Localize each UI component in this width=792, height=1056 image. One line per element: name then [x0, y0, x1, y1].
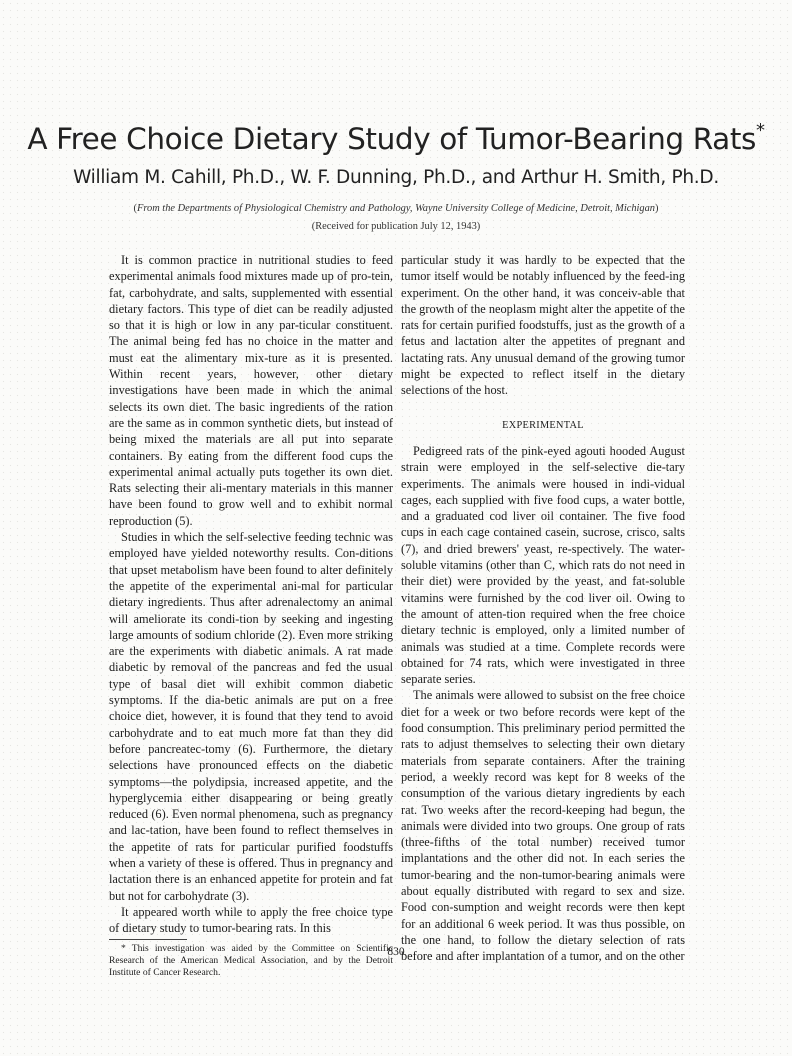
article-affiliation [0, 203, 792, 214]
body-paragraph: The animals were allowed to subsist on the free choice diet for a week or two before records were kept of the food consumption. This preliminary period permitted the rats to adjust themselves to selecting their own dietary materials from separate containers. After the training period, a weekly record was kept for 8 weeks of the consumption of the various dietary ingredients by each rat. Two weeks after the record-keeping had begun, the animals were divided into two groups. One group of rats (three-fifths of the total number) received tumor implantations and the other did not. In each series the tumor-bearing and the non-tumor-bearing animals were about equally distributed with regard to sex and size. Food con-sumption and weight records were then kept for an additional 6 week period. It was thus possible, on the one hand, to follow the dietary selection of rats before and after implantation of a tumor, and on the other [401, 688, 685, 964]
article-title-text: A Free Choice Dietary Study of Tumor-Bearing Rats [27, 122, 756, 156]
body-paragraph: It appeared worth while to apply the free choice type of dietary study to tumor-bearing rats. In this [109, 904, 393, 936]
footnote: * This investigation was aided by the Committee on Scientific Research of the American Medical Association, and by the Detroit Institute of Cancer Research. [109, 943, 393, 979]
body-paragraph: Studies in which the self-selective feeding technic was employed have yielded noteworthy results. Con-ditions that upset metabolism have been found to alter definitely the appetite of the experimental ani-mal for particular dietary ingredients. Thus after adrenalectomy an animal will ameliorate its condi-tion by seeking and ingesting large amounts of sodium chloride (2). Even more striking are the experiments with diabetic animals. A rat made diabetic by removal of the pancreas and fed the usual type of basal diet will exhibit common diabetic symptoms. If the dia-betic animals are put on a free choice diet, however, it is found that they tend to avoid carbohydrate and to eat much more fat than they did before pancreatec-tomy (6). Furthermore, the dietary selections have pronounced effects on the diabetic symptoms—the polydipsia, increased appetite, and the hyperglycemia either disappearing or being greatly reduced (6). Even normal phenomena, such as pregnancy and lac-tation, have been found to reflect themselves in the appetite of rats for particular purified foodstuffs when a variety of these is offered. Thus in pregnancy and lactation there is an enhanced appetite for protein and fat but not for carbohydrate (3). [109, 530, 393, 903]
affiliation-text: From the Departments of Physiological Chemistry and Pathology, Wayne University College of Medicine, Detroit, Michigan [137, 203, 655, 214]
affiliation-close-paren: ) [655, 203, 659, 214]
affiliation-open-paren: ( [133, 203, 137, 214]
left-column [109, 252, 393, 979]
body-paragraph: Pedigreed rats of the pink-eyed agouti hooded August strain were employed in the self-selective die-tary experiments. The animals were housed in indi-vidual cages, each supplied with five food cups, a water bottle, and a graduated cod liver oil container. The five food cups in each cage contained casein, sucrose, crisco, salts (7), and dried brewers' yeast, re-spectively. The water-soluble vitamins (other than C, which rats do not need in their diet) were provided by the yeast, and fat-soluble vitamins were furnished by the cod liver oil. Owing to the amount of atten-tion required when the free choice dietary technic is employed, only a limited number of animals was studied at a time. Complete records were obtained for 74 rats, which were investigated in three separate series. [401, 443, 685, 687]
section-heading-experimental: EXPERIMENTAL [502, 419, 584, 431]
article-authors: William M. Cahill, Ph.D., W. F. Dunning, Ph.D., and Arthur H. Smith, Ph.D. [73, 167, 719, 188]
page-number: 830 [387, 946, 405, 958]
article-title [0, 122, 792, 156]
body-paragraph: It is common practice in nutritional studies to feed experimental animals food mixtures made up of pro-tein, fat, carbohydrate, and salts, supplemented with essential dietary factors. This type of diet can be readily adjusted so that it is high or low in any par-ticular constituent. The animal being fed has no choice in the matter and must eat the alimentary mix-ture as it is presented. Within recent years, however, other dietary investigations have been made in which the animal selects its own diet. The basic ingredients of the ration are the same as in common synthetic diets, but instead of being mixed the materials are all put into separate containers. By eating from the different food cups the experimental animal actually puts together its own diet. Rats selecting their ali-mentary materials in this manner have been found to grow well and to exhibit normal reproduction (5). [109, 253, 393, 528]
body-paragraph-continued: particular study it was hardly to be expected that the tumor itself would be notably influenced by the feed-ing experiment. On the other hand, it was conceiv-able that the growth of the neoplasm might alter the appetite of the rats for certain purified foodstuffs, just as the growth of a fetus and lactation alter the appetites of pregnant and lactating rats. Any unusual demand of the growing tumor might be expected to reflect itself in the dietary selections of the host. [401, 253, 685, 398]
title-footnote-mark: * [755, 120, 765, 141]
footnote-divider [109, 939, 187, 940]
right-column [401, 252, 685, 964]
received-date: (Received for publication July 12, 1943) [311, 221, 481, 232]
